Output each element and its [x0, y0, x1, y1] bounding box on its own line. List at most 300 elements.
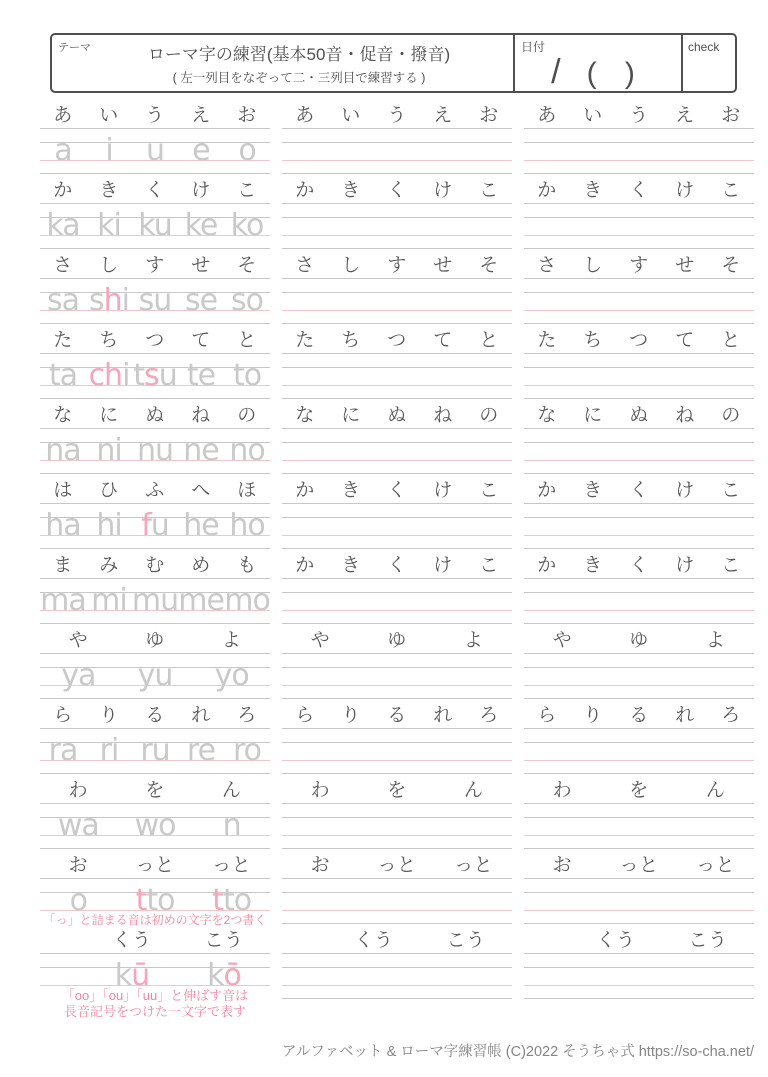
- kana-label: て: [191, 330, 211, 351]
- trace-letter: he: [183, 508, 219, 543]
- worksheet-subtitle: ( 左一列目をなぞって二・三列目で練習する ): [172, 71, 426, 85]
- guide-line-xheight: [282, 292, 512, 293]
- kana-label: る: [387, 705, 407, 726]
- practice-row: [40, 406, 754, 481]
- kana-label: せ: [433, 255, 453, 276]
- guide-line-xheight: [524, 217, 754, 218]
- writing-lines[interactable]: [282, 653, 512, 699]
- writing-lines[interactable]: [282, 728, 512, 774]
- trace-letters-row: [40, 958, 270, 993]
- guide-line-xheight: [282, 667, 512, 668]
- trace-letters-row: [40, 658, 270, 693]
- guide-line-top: [282, 578, 512, 579]
- guide-line-top: [282, 203, 512, 204]
- guide-line-bottom: [524, 473, 754, 474]
- kana-label: つ: [145, 330, 165, 351]
- practice-column: [524, 406, 754, 481]
- kana-label: る: [145, 705, 165, 726]
- kana-row: [282, 631, 512, 653]
- guide-line-baseline: [282, 535, 512, 536]
- guide-line-baseline: [282, 460, 512, 461]
- guide-line-top: [524, 128, 754, 129]
- guide-line-baseline: [524, 835, 754, 836]
- writing-lines[interactable]: [524, 578, 754, 624]
- kana-row: [40, 106, 270, 128]
- practice-column: [524, 706, 754, 781]
- guide-line-top: [282, 428, 512, 429]
- kana-label: つ: [387, 330, 407, 351]
- trace-letter: a: [54, 133, 72, 168]
- practice-column: [524, 631, 754, 706]
- trace-letter: yo: [214, 658, 249, 693]
- kana-row: [40, 256, 270, 278]
- guide-line-xheight: [282, 742, 512, 743]
- kana-label: よ: [705, 630, 726, 651]
- practice-column: [282, 481, 512, 556]
- kana-label: し: [341, 255, 361, 276]
- guide-line-xheight: [282, 442, 512, 443]
- trace-letter: ka: [46, 208, 80, 243]
- trace-letter: t: [135, 883, 147, 918]
- trace-letter: i: [122, 358, 130, 393]
- guide-line-bottom: [524, 398, 754, 399]
- trace-cell: [224, 283, 270, 318]
- guide-line-bottom: [524, 698, 754, 699]
- trace-letter: wo: [134, 808, 176, 843]
- practice-row: [40, 481, 754, 556]
- guide-line-top: [40, 428, 270, 429]
- header-theme-section: [52, 35, 513, 91]
- kana-label: ち: [341, 330, 361, 351]
- trace-letters-row: [40, 808, 270, 843]
- kana-label: も: [237, 555, 257, 576]
- kana-label: ゆ: [629, 630, 649, 651]
- kana-label: う: [387, 105, 407, 126]
- guide-line-xheight: [524, 292, 754, 293]
- writing-lines[interactable]: [524, 278, 754, 324]
- guide-line-baseline: [282, 910, 512, 911]
- guide-line-baseline: [524, 385, 754, 386]
- kana-label: ひ: [99, 480, 119, 501]
- kana-label: ろ: [721, 705, 741, 726]
- guide-line-top: [40, 953, 270, 954]
- trace-cell: [224, 733, 270, 768]
- guide-line-xheight: [282, 592, 512, 593]
- guide-line-top: [282, 653, 512, 654]
- writing-lines[interactable]: [282, 578, 512, 624]
- kana-row: [40, 931, 270, 953]
- guide-line-bottom: [524, 923, 754, 924]
- writing-lines[interactable]: [282, 278, 512, 324]
- writing-lines: [40, 353, 270, 399]
- guide-line-bottom: [40, 848, 270, 849]
- kana-label: し: [99, 255, 119, 276]
- guide-line-bottom: [282, 773, 512, 774]
- guide-line-xheight: [524, 892, 754, 893]
- trace-letter: ch: [88, 358, 123, 393]
- check-label: check: [688, 40, 720, 54]
- trace-column: [40, 706, 270, 781]
- trace-cell: [132, 433, 178, 468]
- check-box[interactable]: [681, 35, 735, 91]
- guide-line-top: [524, 503, 754, 504]
- writing-lines[interactable]: [282, 353, 512, 399]
- trace-letter: ho: [229, 508, 265, 543]
- kana-label: か: [295, 480, 315, 501]
- writing-lines[interactable]: [282, 803, 512, 849]
- kana-label: に: [99, 405, 119, 426]
- kana-label: の: [721, 405, 741, 426]
- kana-label: を: [387, 780, 407, 801]
- writing-lines[interactable]: [282, 428, 512, 474]
- kana-label: む: [145, 555, 165, 576]
- kana-label: ね: [675, 405, 695, 426]
- practice-row: [40, 856, 754, 931]
- kana-label: ぬ: [387, 405, 407, 426]
- guide-line-baseline: [524, 610, 754, 611]
- kana-label: や: [68, 630, 89, 651]
- writing-lines[interactable]: [282, 203, 512, 249]
- writing-lines[interactable]: [524, 203, 754, 249]
- guide-line-baseline: [282, 310, 512, 311]
- guide-line-bottom: [524, 998, 754, 999]
- guide-line-top: [282, 803, 512, 804]
- trace-letter: ri: [99, 733, 119, 768]
- trace-cell: [193, 808, 270, 843]
- kana-label: か: [295, 555, 315, 576]
- trace-letter: k: [207, 958, 224, 993]
- kana-label: れ: [675, 705, 695, 726]
- trace-letter: o: [238, 133, 256, 168]
- guide-line-baseline: [524, 160, 754, 161]
- trace-cell: [40, 283, 86, 318]
- trace-cell: [86, 958, 178, 993]
- trace-cell: [40, 508, 86, 543]
- guide-line-xheight: [282, 142, 512, 143]
- trace-letter: o: [69, 883, 88, 918]
- kana-row: [282, 256, 512, 278]
- guide-line-top: [282, 128, 512, 129]
- practice-row: [40, 256, 754, 331]
- kana-label: こ: [237, 180, 257, 201]
- guide-line-bottom: [524, 323, 754, 324]
- trace-letter: ne: [183, 433, 219, 468]
- trace-letter: mu: [131, 583, 179, 618]
- kana-label: を: [629, 780, 649, 801]
- writing-lines[interactable]: [524, 128, 754, 174]
- kana-label: ふ: [145, 480, 165, 501]
- trace-letter: t: [212, 883, 223, 918]
- writing-lines: [40, 653, 270, 699]
- kana-label: け: [191, 180, 211, 201]
- kana-label: ま: [53, 555, 73, 576]
- guide-line-top: [524, 278, 754, 279]
- writing-lines: [40, 278, 270, 324]
- kana-label: く: [387, 180, 407, 201]
- guide-line-bottom: [282, 998, 512, 999]
- kana-label: か: [537, 480, 557, 501]
- guide-line-baseline: [282, 160, 512, 161]
- kana-label: き: [583, 180, 603, 201]
- guide-line-xheight: [524, 592, 754, 593]
- kana-label: う: [145, 105, 165, 126]
- guide-line-top: [524, 878, 754, 879]
- kana-label: ら: [537, 705, 557, 726]
- guide-line-bottom: [40, 773, 270, 774]
- trace-letter: mo: [224, 583, 270, 618]
- trace-column: [40, 256, 270, 331]
- guide-line-xheight: [524, 667, 754, 668]
- kana-row: [282, 106, 512, 128]
- kana-label: お: [721, 105, 741, 126]
- practice-column: [282, 106, 512, 181]
- writing-lines[interactable]: [524, 353, 754, 399]
- guide-line-baseline: [282, 760, 512, 761]
- kana-row: [282, 856, 512, 878]
- trace-letter: sa: [46, 283, 79, 318]
- kana-label: ら: [53, 705, 73, 726]
- kana-label: る: [629, 705, 649, 726]
- writing-lines: [40, 728, 270, 774]
- kana-row: [282, 781, 512, 803]
- kana-label: ね: [191, 405, 211, 426]
- theme-label: テーマ: [58, 42, 91, 54]
- trace-cell: [86, 283, 132, 318]
- trace-cell: [86, 433, 132, 468]
- kana-label: こ: [479, 480, 499, 501]
- kana-label: あ: [53, 105, 73, 126]
- guide-line-bottom: [282, 173, 512, 174]
- trace-cell: [40, 133, 86, 168]
- trace-letter: e: [192, 133, 210, 168]
- guide-line-xheight: [524, 142, 754, 143]
- practice-column: [282, 631, 512, 706]
- practice-row: [40, 331, 754, 406]
- trace-column: [40, 106, 270, 181]
- practice-column: [282, 781, 512, 856]
- kana-label: え: [433, 105, 453, 126]
- kana-label: て: [433, 330, 453, 351]
- kana-label: よ: [221, 630, 242, 651]
- kana-label: ほ: [237, 480, 257, 501]
- guide-line-bottom: [524, 173, 754, 174]
- kana-label: き: [583, 480, 603, 501]
- writing-lines[interactable]: [282, 878, 512, 924]
- trace-cell: [40, 358, 86, 393]
- kana-row: [524, 406, 754, 428]
- kana-row: [40, 181, 270, 203]
- kana-row: [282, 706, 512, 728]
- guide-line-bottom: [282, 548, 512, 549]
- trace-letter: yu: [137, 658, 173, 693]
- trace-cell: [132, 358, 178, 393]
- guide-line-top: [282, 353, 512, 354]
- kana-label: ん: [463, 780, 484, 801]
- trace-cell: [178, 958, 270, 993]
- kana-label: くう: [354, 930, 394, 951]
- kana-label: け: [433, 480, 453, 501]
- trace-cell: [40, 583, 86, 618]
- kana-row: [524, 856, 754, 878]
- kana-row: [282, 181, 512, 203]
- writing-lines[interactable]: [282, 953, 512, 999]
- trace-letters-row: [40, 358, 270, 393]
- trace-letter: u: [150, 508, 169, 543]
- guide-line-xheight: [524, 742, 754, 743]
- guide-line-xheight: [282, 817, 512, 818]
- kana-label: そ: [479, 255, 499, 276]
- kana-label: の: [237, 405, 257, 426]
- trace-column: [40, 781, 270, 856]
- kana-label: た: [537, 330, 557, 351]
- writing-lines: [40, 203, 270, 249]
- practice-column: [524, 781, 754, 856]
- kana-label: さ: [295, 255, 315, 276]
- guide-line-bottom: [40, 473, 270, 474]
- trace-letter: to: [146, 883, 175, 918]
- guide-line-baseline: [282, 610, 512, 611]
- kana-label: ろ: [237, 705, 257, 726]
- trace-column: [40, 856, 270, 931]
- trace-cell: [224, 508, 270, 543]
- trace-letter: ki: [97, 208, 121, 243]
- guide-line-bottom: [40, 548, 270, 549]
- guide-line-top: [40, 578, 270, 579]
- trace-letter: u: [158, 358, 177, 393]
- kana-row: [524, 631, 754, 653]
- guide-line-xheight: [282, 517, 512, 518]
- kana-label: あ: [537, 105, 557, 126]
- kana-label: き: [99, 180, 119, 201]
- kana-label: い: [583, 105, 603, 126]
- trace-cell: [117, 808, 194, 843]
- writing-lines: [40, 878, 270, 927]
- guide-line-top: [524, 953, 754, 954]
- kana-label: え: [675, 105, 695, 126]
- practice-column: [282, 331, 512, 406]
- kana-label: し: [583, 255, 603, 276]
- kana-label: ぬ: [629, 405, 649, 426]
- writing-lines[interactable]: [282, 128, 512, 174]
- guide-line-baseline: [524, 910, 754, 911]
- writing-lines[interactable]: [282, 503, 512, 549]
- guide-line-top: [40, 803, 270, 804]
- practice-row: [40, 781, 754, 856]
- guide-line-baseline: [524, 685, 754, 686]
- kana-label: へ: [191, 480, 211, 501]
- kana-label: れ: [191, 705, 211, 726]
- kana-row: [40, 781, 270, 803]
- trace-column: [40, 406, 270, 481]
- practice-column: [282, 556, 512, 631]
- trace-cell: [178, 358, 224, 393]
- writing-lines[interactable]: [524, 653, 754, 699]
- writing-lines[interactable]: [524, 428, 754, 474]
- trace-letter: n: [222, 808, 241, 843]
- guide-line-top: [282, 728, 512, 729]
- guide-line-bottom: [282, 923, 512, 924]
- kana-label: さ: [53, 255, 73, 276]
- kana-label: い: [341, 105, 361, 126]
- kana-label: す: [629, 255, 649, 276]
- practice-row: [40, 706, 754, 781]
- guide-line-baseline: [282, 235, 512, 236]
- kana-row: [524, 481, 754, 503]
- practice-column: [282, 256, 512, 331]
- trace-cell: [178, 508, 224, 543]
- writing-lines: [40, 803, 270, 849]
- kana-label: せ: [191, 255, 211, 276]
- kana-label: よ: [463, 630, 484, 651]
- practice-column: [524, 256, 754, 331]
- kana-label: こ: [479, 555, 499, 576]
- date-field[interactable]: [513, 35, 681, 91]
- writing-lines[interactable]: [524, 728, 754, 774]
- kana-label: す: [387, 255, 407, 276]
- kana-label: こう: [446, 930, 486, 951]
- trace-cell: [178, 283, 224, 318]
- writing-lines: [40, 503, 270, 549]
- practice-column: [282, 931, 512, 1006]
- trace-cell: [193, 658, 270, 693]
- date-weekday-parens: ( ): [586, 57, 645, 90]
- kana-row: [40, 331, 270, 353]
- kana-label: お: [310, 855, 331, 876]
- guide-line-baseline: [282, 685, 512, 686]
- writing-lines[interactable]: [524, 953, 754, 999]
- kana-label: っと: [135, 855, 175, 876]
- writing-lines[interactable]: [524, 878, 754, 924]
- kana-row: [40, 706, 270, 728]
- kana-label: お: [479, 105, 499, 126]
- guide-line-xheight: [524, 517, 754, 518]
- kana-label: り: [99, 705, 119, 726]
- practice-row: [40, 181, 754, 256]
- worksheet-title: ローマ字の練習(基本50音・促音・撥音): [147, 45, 451, 64]
- trace-letter: s: [89, 283, 104, 318]
- kana-label: き: [341, 480, 361, 501]
- guide-line-top: [524, 203, 754, 204]
- trace-cell: [224, 208, 270, 243]
- trace-cell: [178, 733, 224, 768]
- guide-line-xheight: [282, 367, 512, 368]
- trace-letter: su: [138, 283, 172, 318]
- kana-row: [282, 481, 512, 503]
- writing-lines[interactable]: [524, 803, 754, 849]
- annotation-note-line: 「oo」「ou」「uu」と伸ばす音は: [61, 988, 249, 1003]
- trace-letter: ma: [40, 583, 86, 618]
- kana-label: こ: [721, 480, 741, 501]
- trace-letter: ke: [184, 208, 218, 243]
- practice-row: [40, 106, 754, 181]
- kana-label: け: [675, 555, 695, 576]
- trace-letter: me: [178, 583, 224, 618]
- guide-line-top: [524, 428, 754, 429]
- kana-label: り: [341, 705, 361, 726]
- kana-label: お: [68, 855, 89, 876]
- guide-line-top: [282, 503, 512, 504]
- date-slash: /: [551, 53, 561, 91]
- guide-line-bottom: [524, 773, 754, 774]
- kana-label: ち: [99, 330, 119, 351]
- trace-cell: [132, 508, 178, 543]
- date-label: 日付: [521, 40, 546, 54]
- kana-row: [524, 106, 754, 128]
- kana-label: く: [629, 480, 649, 501]
- guide-line-top: [40, 203, 270, 204]
- writing-lines[interactable]: [524, 503, 754, 549]
- trace-letters-row: [40, 283, 270, 318]
